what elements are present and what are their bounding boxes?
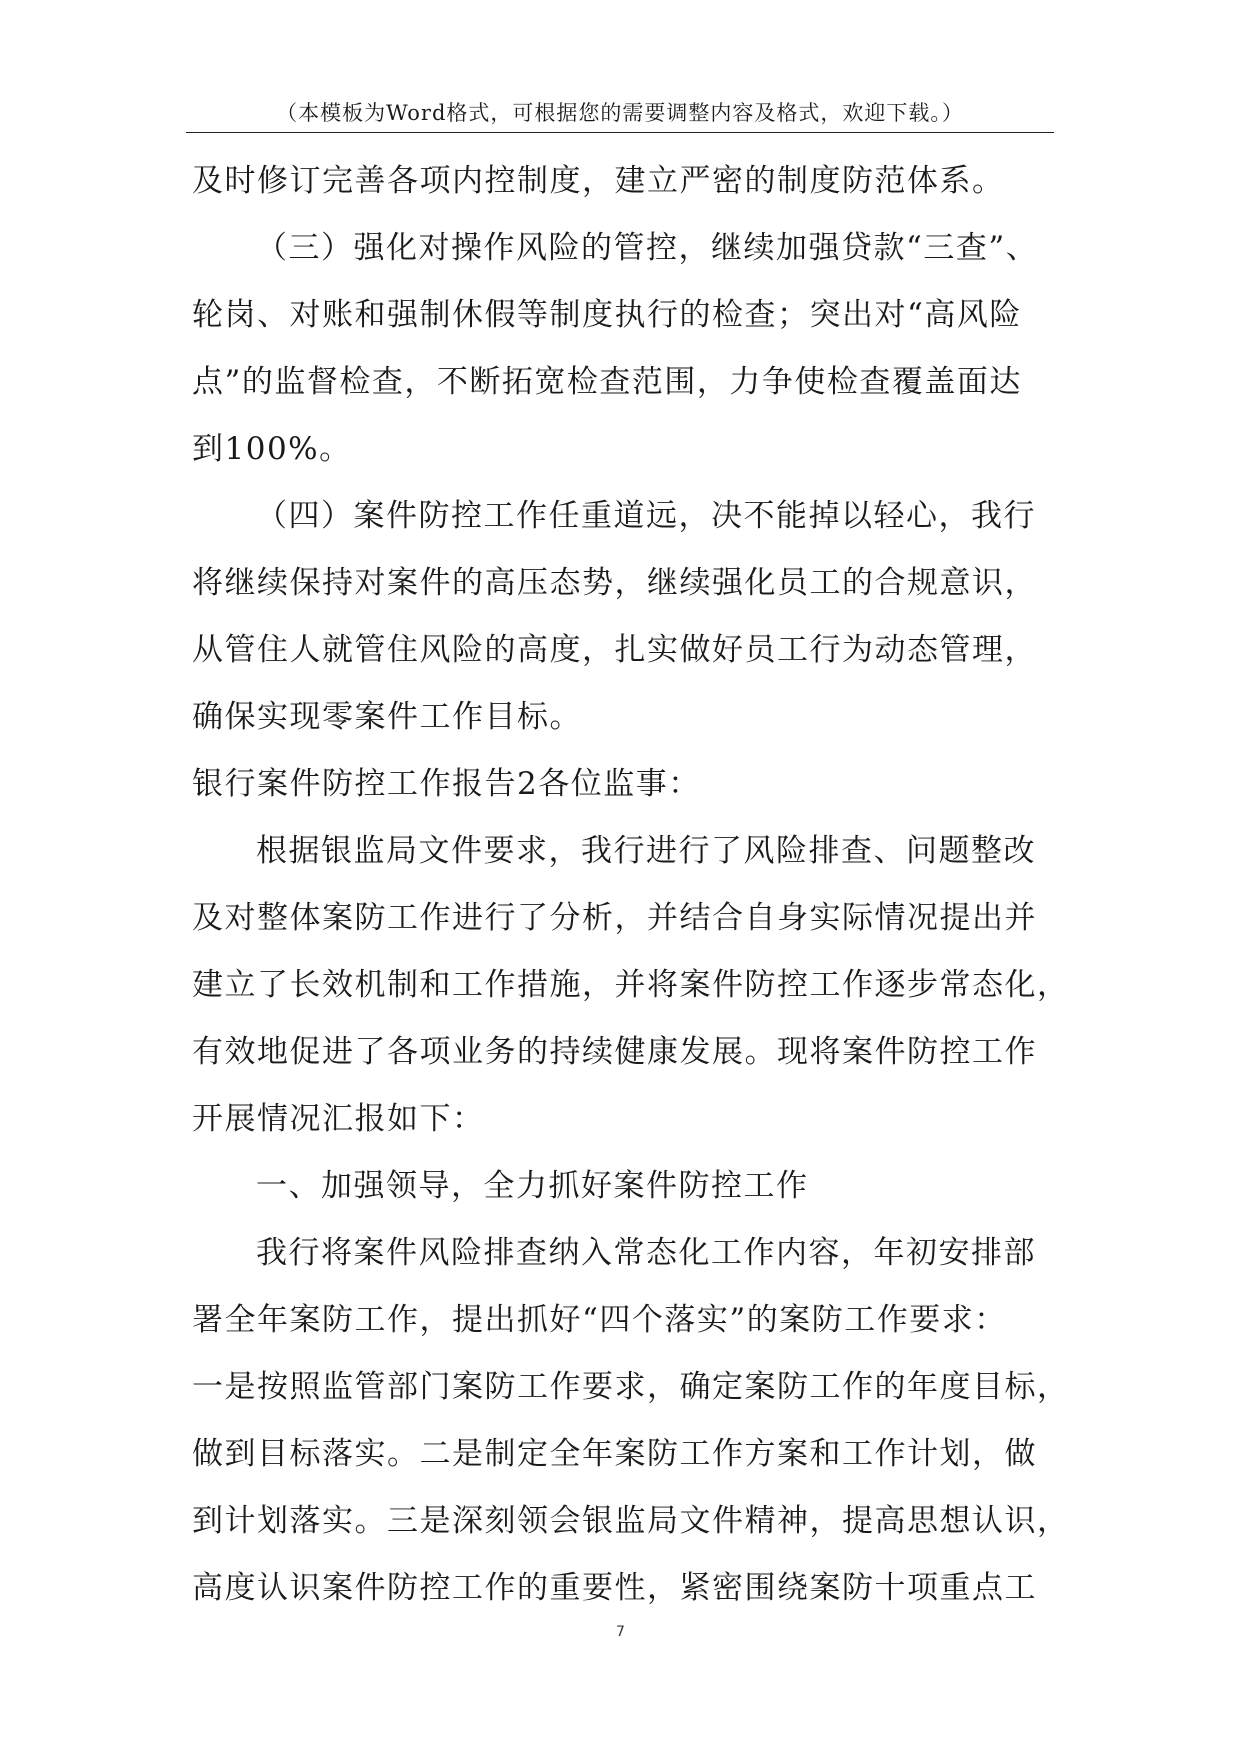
text-line: 一、加强领导，全力抓好案件防控工作 — [256, 1168, 809, 1204]
text-line: 一是按照监管部门案防工作要求，确定案防工作的年度目标， — [192, 1369, 1070, 1405]
text-line: 从管住人就管住风险的高度，扎实做好员工行为动态管理， — [192, 632, 1037, 668]
text-line: 高度认识案件防控工作的重要性，紧密围绕案防十项重点工 — [192, 1570, 1037, 1606]
text-line: 根据银监局文件要求，我行进行了风险排查、问题整改 — [256, 833, 1036, 869]
text-line: 做到目标落实。二是制定全年案防工作方案和工作计划，做 — [192, 1436, 1037, 1472]
text-line: 及时修订完善各项内控制度，建立严密的制度防范体系。 — [192, 163, 1005, 199]
page-number: 7 — [616, 1624, 625, 1640]
text-line: 我行将案件风险排查纳入常态化工作内容，年初安排部 — [256, 1235, 1036, 1271]
text-line: （三）强化对操作风险的管控，继续加强贷款“三查”、 — [256, 230, 1039, 266]
text-line: 点”的监督检查，不断拓宽检查范围，力争使检查覆盖面达 — [192, 364, 1022, 400]
text-line: 有效地促进了各项业务的持续健康发展。现将案件防控工作 — [192, 1034, 1037, 1070]
text-line: 将继续保持对案件的高压态势，继续强化员工的合规意识， — [192, 565, 1037, 601]
text-line: 到100%。 — [192, 431, 352, 467]
header-divider — [186, 132, 1054, 133]
text-line: 轮岗、对账和强制休假等制度执行的检查；突出对“高风险 — [192, 297, 1022, 333]
text-line: 开展情况汇报如下： — [192, 1101, 485, 1137]
document-body — [192, 160, 1070, 1634]
text-line: 银行案件防控工作报告2各位监事： — [192, 766, 701, 802]
text-line: 确保实现零案件工作目标。 — [192, 699, 582, 735]
text-line: （四）案件防控工作任重道远，决不能掉以轻心，我行 — [256, 498, 1036, 534]
text-line: 到计划落实。三是深刻领会银监局文件精神，提高思想认识， — [192, 1503, 1070, 1539]
text-line: 建立了长效机制和工作措施，并将案件防控工作逐步常态化， — [192, 967, 1070, 1003]
page-header: （本模板为Word格式，可根据您的需要调整内容及格式，欢迎下载。） — [276, 101, 964, 125]
text-line: 署全年案防工作，提出抓好“四个落实”的案防工作要求： — [192, 1302, 1007, 1338]
text-line: 及对整体案防工作进行了分析，并结合自身实际情况提出并 — [192, 900, 1037, 936]
